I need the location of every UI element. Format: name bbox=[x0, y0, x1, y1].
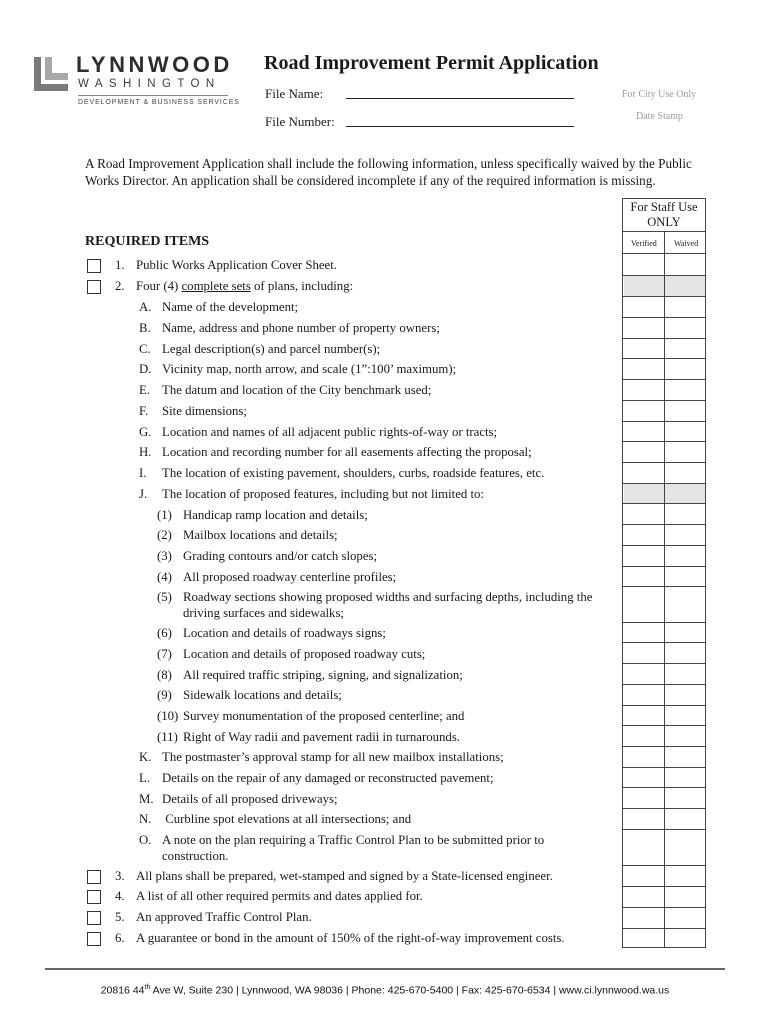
footer-address-street: 20816 44 bbox=[100, 984, 145, 997]
feature-number: (8) bbox=[157, 668, 172, 682]
sub-item-letter: F. bbox=[139, 404, 149, 418]
feature-text: Location and details of roadways signs; bbox=[183, 626, 386, 640]
item-number: 2. bbox=[115, 279, 125, 293]
item-checkbox[interactable] bbox=[87, 932, 101, 946]
item-number: 1. bbox=[115, 258, 125, 272]
sub-item-text: The datum and location of the City benchmark used; bbox=[162, 383, 432, 397]
date-stamp-label: Date Stamp bbox=[636, 111, 683, 122]
sub-item-letter: A. bbox=[139, 300, 152, 314]
feature-text: Sidewalk locations and details; bbox=[183, 688, 342, 702]
feature-number: (3) bbox=[157, 549, 172, 563]
item-checkbox[interactable] bbox=[87, 890, 101, 904]
feature-number: (6) bbox=[157, 626, 172, 640]
feature-text: Right of Way radii and pavement radii in turnarounds. bbox=[183, 730, 461, 744]
staff-use-header bbox=[623, 200, 705, 230]
item-text: A list of all other required permits and dates applied for. bbox=[136, 889, 423, 903]
feature-text: Roadway sections showing proposed widths and surfacing depths, including the bbox=[183, 590, 593, 604]
item-text-after: of plans, including: bbox=[250, 279, 354, 293]
item-text: An approved Traffic Control Plan. bbox=[136, 910, 312, 924]
file-number-label: File Number: bbox=[265, 114, 335, 129]
sub-item-letter: H. bbox=[139, 445, 152, 459]
sub-item-text: A note on the plan requiring a Traffic Control Plan to be submitted prior to bbox=[162, 833, 545, 847]
item-text-underlined: complete sets bbox=[181, 279, 251, 293]
item-text: Public Works Application Cover Sheet. bbox=[136, 258, 337, 272]
waived-column-header: Waived bbox=[674, 239, 699, 248]
file-number-field[interactable] bbox=[346, 126, 574, 127]
sub-item-text: Name of the development; bbox=[162, 300, 299, 314]
sub-item-letter: E. bbox=[139, 383, 151, 397]
logo-name: LYNNWOOD bbox=[76, 52, 233, 77]
feature-number: (2) bbox=[157, 528, 172, 542]
sub-item-letter: M. bbox=[139, 792, 154, 806]
logo-state: WASHINGTON bbox=[78, 78, 221, 90]
sub-item-text: Location and names of all adjacent public rights-of-way or tracts; bbox=[162, 425, 498, 439]
sub-item-text: The location of existing pavement, shoulders, curbs, roadside features, etc. bbox=[162, 466, 545, 480]
sub-item-letter: K. bbox=[139, 750, 152, 764]
item-number: 5. bbox=[115, 910, 125, 924]
sub-item-letter: L. bbox=[139, 771, 151, 785]
item-text: A guarantee or bond in the amount of 150% of the right-of-way improvement costs. bbox=[136, 931, 565, 945]
sub-item-text: Details on the repair of any damaged or reconstructed pavement; bbox=[162, 771, 494, 785]
item-checkbox[interactable] bbox=[87, 870, 101, 884]
footer-address bbox=[0, 984, 770, 997]
staff-use-line1: For Staff Use bbox=[630, 200, 698, 214]
sub-item-letter: J. bbox=[139, 487, 148, 501]
feature-number: (9) bbox=[157, 688, 172, 702]
logo-department: DEVELOPMENT & BUSINESS SERVICES bbox=[78, 99, 240, 106]
feature-text-continued: driving surfaces and sidewalks; bbox=[183, 606, 344, 620]
sub-item-letter: G. bbox=[139, 425, 152, 439]
item-text-before: Four (4) bbox=[136, 279, 182, 293]
item-checkbox[interactable] bbox=[87, 259, 101, 273]
sub-item-text: Vicinity map, north arrow, and scale (1”:100’ maximum); bbox=[162, 362, 457, 376]
file-name-field[interactable] bbox=[346, 98, 574, 99]
feature-text: Location and details of proposed roadway cuts; bbox=[183, 647, 426, 661]
item-checkbox[interactable] bbox=[87, 911, 101, 925]
feature-number: (4) bbox=[157, 570, 172, 584]
sub-item-letter: C. bbox=[139, 342, 151, 356]
item-number: 4. bbox=[115, 889, 125, 903]
intro-paragraph: A Road Improvement Application shall include the following information, unless specifically waived by the Public Works Director. An application shall be considered incomplete if any of the required information is missing. bbox=[85, 156, 692, 188]
footer-rule bbox=[45, 968, 725, 970]
footer-address-contact: Ave W, Suite 230 | Lynnwood, WA 98036 | Phone: 425-670-5400 | Fax: 425-670-6534 | www.ci.lynnwood.wa.us bbox=[150, 984, 670, 997]
page-title: Road Improvement Permit Application bbox=[264, 52, 599, 74]
sub-item-text: Curbline spot elevations at all intersections; and bbox=[162, 812, 412, 826]
sub-item-text: Name, address and phone number of property owners; bbox=[162, 321, 440, 335]
sub-item-text: Site dimensions; bbox=[162, 404, 247, 418]
sub-item-text: The location of proposed features, including but not limited to: bbox=[162, 487, 484, 501]
file-name-label: File Name: bbox=[265, 86, 324, 101]
feature-number: (10) bbox=[157, 709, 179, 723]
item-checkbox[interactable] bbox=[87, 280, 101, 294]
footer-address-suffix: th bbox=[144, 984, 151, 991]
item-text bbox=[136, 279, 353, 294]
item-number: 6. bbox=[115, 931, 125, 945]
feature-text: Grading contours and/or catch slopes; bbox=[183, 549, 378, 563]
staff-column-divider bbox=[664, 231, 665, 947]
logo-divider bbox=[78, 95, 228, 96]
item-number: 3. bbox=[115, 869, 125, 883]
sub-item-letter: I. bbox=[139, 466, 147, 480]
feature-number: (5) bbox=[157, 590, 172, 604]
feature-text: All required traffic striping, signing, and signalization; bbox=[183, 668, 463, 682]
feature-number: (7) bbox=[157, 647, 172, 661]
feature-number: (1) bbox=[157, 508, 172, 522]
feature-text: Handicap ramp location and details; bbox=[183, 508, 368, 522]
sub-item-letter: O. bbox=[139, 833, 152, 847]
sub-item-letter: B. bbox=[139, 321, 151, 335]
staff-use-line2: ONLY bbox=[647, 215, 681, 229]
sub-item-text: Legal description(s) and parcel number(s); bbox=[162, 342, 381, 356]
required-items-heading: REQUIRED ITEMS bbox=[85, 234, 210, 249]
sub-item-text: Location and recording number for all easements affecting the proposal; bbox=[162, 445, 532, 459]
lynnwood-logo-mark bbox=[34, 57, 68, 91]
sub-item-letter: N. bbox=[139, 812, 152, 826]
sub-item-text-continued: construction. bbox=[162, 849, 229, 863]
verified-column-header: Verified bbox=[631, 239, 657, 248]
feature-text: Survey monumentation of the proposed centerline; and bbox=[183, 709, 465, 723]
sub-item-letter: D. bbox=[139, 362, 152, 376]
feature-number: (11) bbox=[157, 730, 178, 744]
sub-item-text: Details of all proposed driveways; bbox=[162, 792, 338, 806]
item-text: All plans shall be prepared, wet-stamped and signed by a State-licensed engineer. bbox=[136, 869, 553, 883]
city-use-label: For City Use Only bbox=[622, 89, 697, 100]
sub-item-text: The postmaster’s approval stamp for all new mailbox installations; bbox=[162, 750, 504, 764]
feature-text: Mailbox locations and details; bbox=[183, 528, 338, 542]
feature-text: All proposed roadway centerline profiles; bbox=[183, 570, 397, 584]
